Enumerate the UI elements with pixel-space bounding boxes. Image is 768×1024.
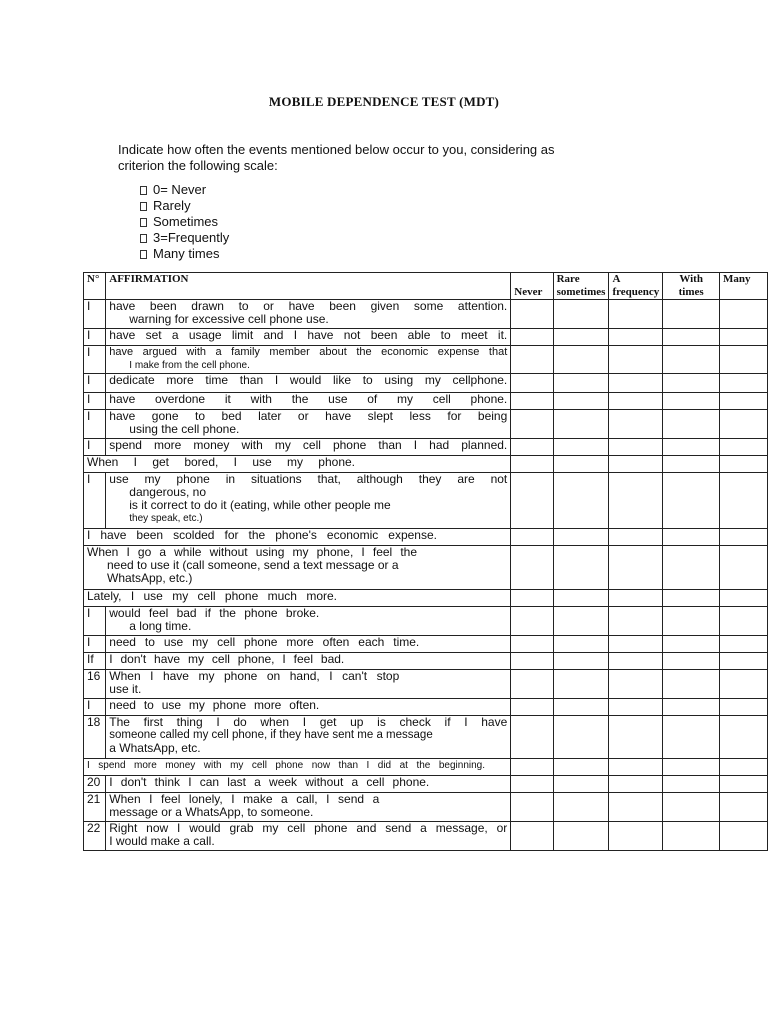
row-number: I	[84, 699, 106, 716]
affirmation-text: I have been scolded for the phone's economic expense.	[87, 528, 437, 542]
answer-cell-with[interactable]	[663, 329, 720, 346]
answer-cell-many[interactable]	[720, 607, 768, 636]
affirmation-text: is it correct to do it (eating, while other people me	[129, 498, 391, 512]
answer-cell-a[interactable]	[609, 670, 663, 699]
row-number: 16	[84, 670, 106, 699]
answer-cell-rare[interactable]	[553, 473, 609, 529]
answer-cell-never[interactable]	[511, 300, 553, 329]
table-row	[84, 374, 768, 393]
table-row	[84, 607, 768, 636]
answer-cell-a[interactable]	[609, 300, 663, 329]
answer-cell-with[interactable]	[663, 793, 720, 822]
affirmation-text: When I get bored, I use my phone.	[87, 455, 355, 469]
answer-cell-many[interactable]	[720, 393, 768, 410]
answer-cell-never[interactable]	[511, 607, 553, 636]
table-row	[84, 529, 768, 546]
affirmation-text: When I go a while without using my phone, I feel the	[87, 545, 417, 559]
affirmation-cell	[106, 439, 511, 456]
answer-cell-rare[interactable]	[553, 636, 609, 653]
answer-cell-rare[interactable]	[553, 374, 609, 393]
answer-cell-never[interactable]	[511, 329, 553, 346]
column-header-rare-sometimes: Rare sometimes	[553, 273, 609, 300]
table-row	[84, 439, 768, 456]
answer-cell-many[interactable]	[720, 529, 768, 546]
row-number: I	[84, 346, 106, 374]
row-number: 18	[84, 716, 106, 759]
answer-cell-a[interactable]	[609, 590, 663, 607]
row-number: 20	[84, 776, 106, 793]
affirmation-cell	[106, 300, 511, 329]
answer-cell-many[interactable]	[720, 793, 768, 822]
affirmation-cell	[106, 393, 511, 410]
answer-cell-many[interactable]	[720, 776, 768, 793]
answer-cell-many[interactable]	[720, 822, 768, 851]
affirmation-text: spend more money with my cell phone than I had planned.	[109, 438, 508, 452]
affirmation-text: dangerous, no	[129, 485, 206, 499]
row-number: I	[84, 473, 106, 529]
answer-cell-many[interactable]	[720, 670, 768, 699]
answer-cell-never[interactable]	[511, 636, 553, 653]
scale-item: Sometimes	[140, 214, 229, 230]
affirmation-cell	[106, 346, 511, 374]
affirmation-text: message or a WhatsApp, to someone.	[109, 805, 314, 819]
affirmation-text: would feel bad if the phone broke.	[109, 606, 320, 620]
answer-cell-many[interactable]	[720, 716, 768, 759]
affirmation-cell	[84, 759, 511, 776]
row-number: I	[84, 393, 106, 410]
answer-cell-rare[interactable]	[553, 716, 609, 759]
answer-cell-many[interactable]	[720, 346, 768, 374]
table-row	[84, 346, 768, 374]
affirmation-text: Lately, I use my cell phone much more.	[87, 589, 337, 603]
answer-cell-with[interactable]	[663, 546, 720, 590]
answer-cell-a[interactable]	[609, 822, 663, 851]
affirmation-text: Right now I would grab my cell phone and send a message, or	[109, 821, 508, 835]
affirmation-text: When I have my phone on hand, I can't stop	[109, 669, 400, 683]
answer-cell-never[interactable]	[511, 776, 553, 793]
answer-cell-with[interactable]	[663, 456, 720, 473]
answer-cell-never[interactable]	[511, 346, 553, 374]
row-number: I	[84, 374, 106, 393]
answer-cell-a[interactable]	[609, 529, 663, 546]
answer-cell-never[interactable]	[511, 439, 553, 456]
scale-item: 0= Never	[140, 182, 229, 198]
table-row	[84, 716, 768, 759]
answer-cell-never[interactable]	[511, 759, 553, 776]
affirmation-text: use it.	[109, 682, 142, 696]
document-title: MOBILE DEPENDENCE TEST (MDT)	[268, 94, 500, 109]
answer-cell-rare[interactable]	[553, 607, 609, 636]
answer-cell-never[interactable]	[511, 374, 553, 393]
table-row	[84, 473, 768, 529]
answer-cell-a[interactable]	[609, 759, 663, 776]
table-row	[84, 410, 768, 439]
answer-cell-many[interactable]	[720, 300, 768, 329]
answer-cell-a[interactable]	[609, 410, 663, 439]
answer-cell-never[interactable]	[511, 529, 553, 546]
row-number: I	[84, 636, 106, 653]
row-number: I	[84, 439, 106, 456]
affirmation-cell	[106, 410, 511, 439]
answer-cell-many[interactable]	[720, 590, 768, 607]
questionnaire-table	[83, 272, 768, 851]
affirmation-cell	[106, 776, 511, 793]
answer-cell-a[interactable]	[609, 329, 663, 346]
affirmation-cell	[106, 374, 511, 393]
affirmation-text: need to use my phone more often.	[109, 698, 320, 712]
answer-cell-a[interactable]	[609, 776, 663, 793]
answer-cell-with[interactable]	[663, 473, 720, 529]
checkbox-icon	[140, 218, 147, 227]
answer-cell-rare[interactable]	[553, 329, 609, 346]
row-number: 21	[84, 793, 106, 822]
answer-cell-with[interactable]	[663, 822, 720, 851]
answer-cell-a[interactable]	[609, 607, 663, 636]
affirmation-cell	[106, 670, 511, 699]
table-row	[84, 590, 768, 607]
checkbox-icon	[140, 202, 147, 211]
answer-cell-rare[interactable]	[553, 456, 609, 473]
scale-item: Rarely	[140, 198, 229, 214]
table-row	[84, 456, 768, 473]
affirmation-cell	[106, 636, 511, 653]
answer-cell-a[interactable]	[609, 473, 663, 529]
answer-cell-with[interactable]	[663, 759, 720, 776]
answer-cell-rare[interactable]	[553, 776, 609, 793]
affirmation-text: I don't have my cell phone, I feel bad.	[109, 652, 345, 666]
column-header-a-frequency: A frequency	[609, 273, 663, 300]
table-row	[84, 393, 768, 410]
row-number: I	[84, 410, 106, 439]
affirmation-cell	[106, 607, 511, 636]
answer-cell-never[interactable]	[511, 793, 553, 822]
scale-item: Many times	[140, 246, 229, 262]
checkbox-icon	[140, 186, 147, 195]
affirmation-cell	[106, 473, 511, 529]
column-header-with-times: With times	[663, 273, 720, 300]
affirmation-text: warning for excessive cell phone use.	[129, 312, 329, 326]
column-header-many: Many	[720, 273, 768, 300]
instructions-text: Indicate how often the events mentioned below occur to you, considering as criterion the following scale:	[118, 142, 555, 173]
affirmation-text: I make from the cell phone.	[129, 360, 250, 371]
affirmation-text: have argued with a family member about the economic expense that	[109, 346, 508, 358]
affirmation-cell	[106, 329, 511, 346]
affirmation-cell	[84, 546, 511, 590]
affirmation-cell	[106, 699, 511, 716]
answer-cell-a[interactable]	[609, 636, 663, 653]
row-number: If	[84, 653, 106, 670]
answer-cell-with[interactable]	[663, 699, 720, 716]
table-row	[84, 759, 768, 776]
table-row	[84, 329, 768, 346]
answer-cell-many[interactable]	[720, 439, 768, 456]
answer-cell-a[interactable]	[609, 546, 663, 590]
answer-cell-with[interactable]	[663, 716, 720, 759]
answer-cell-a[interactable]	[609, 699, 663, 716]
answer-cell-never[interactable]	[511, 546, 553, 590]
answer-cell-rare[interactable]	[553, 699, 609, 716]
answer-cell-rare[interactable]	[553, 793, 609, 822]
answer-cell-with[interactable]	[663, 636, 720, 653]
answer-cell-rare[interactable]	[553, 822, 609, 851]
affirmation-text: they speak, etc.)	[129, 513, 203, 524]
affirmation-cell	[106, 716, 511, 759]
affirmation-cell	[84, 590, 511, 607]
answer-cell-many[interactable]	[720, 636, 768, 653]
answer-cell-with[interactable]	[663, 346, 720, 374]
answer-cell-with[interactable]	[663, 439, 720, 456]
answer-cell-rare[interactable]	[553, 546, 609, 590]
table-row	[84, 793, 768, 822]
table-row	[84, 670, 768, 699]
answer-cell-never[interactable]	[511, 590, 553, 607]
answer-cell-many[interactable]	[720, 759, 768, 776]
table-row	[84, 776, 768, 793]
answer-cell-never[interactable]	[511, 670, 553, 699]
answer-cell-a[interactable]	[609, 456, 663, 473]
table-header-row	[84, 273, 768, 300]
answer-cell-a[interactable]	[609, 346, 663, 374]
answer-cell-never[interactable]	[511, 393, 553, 410]
answer-cell-with[interactable]	[663, 670, 720, 699]
affirmation-text: have overdone it with the use of my cell phone.	[109, 392, 508, 406]
affirmation-cell	[106, 793, 511, 822]
table-row	[84, 300, 768, 329]
answer-cell-rare[interactable]	[553, 393, 609, 410]
column-header-never: Never	[511, 273, 553, 300]
answer-cell-never[interactable]	[511, 653, 553, 670]
answer-cell-rare[interactable]	[553, 653, 609, 670]
answer-cell-many[interactable]	[720, 473, 768, 529]
answer-cell-a[interactable]	[609, 793, 663, 822]
affirmation-text: using the cell phone.	[129, 422, 240, 436]
checkbox-icon	[140, 234, 147, 243]
table-row	[84, 546, 768, 590]
affirmation-text: I would make a call.	[109, 834, 215, 848]
table-row	[84, 699, 768, 716]
affirmation-text: need to use it (call someone, send a text message or a	[107, 558, 399, 572]
answer-cell-many[interactable]	[720, 410, 768, 439]
answer-cell-rare[interactable]	[553, 439, 609, 456]
affirmation-text: dedicate more time than I would like to using my cellphone.	[109, 373, 508, 387]
affirmation-text: I don't think I can last a week without a cell phone.	[109, 775, 430, 789]
answer-cell-never[interactable]	[511, 822, 553, 851]
affirmation-text: use my phone in situations that, although they are not	[109, 472, 508, 486]
column-header-affirmation: AFFIRMATION	[106, 273, 511, 300]
affirmation-text: I spend more money with my cell phone now than I did at the beginning.	[87, 760, 485, 771]
answer-cell-never[interactable]	[511, 410, 553, 439]
answer-cell-with[interactable]	[663, 653, 720, 670]
checkbox-icon	[140, 250, 147, 259]
answer-cell-rare[interactable]	[553, 300, 609, 329]
answer-cell-with[interactable]	[663, 590, 720, 607]
answer-cell-many[interactable]	[720, 374, 768, 393]
answer-cell-a[interactable]	[609, 393, 663, 410]
affirmation-text: WhatsApp, etc.)	[107, 571, 193, 585]
answer-cell-with[interactable]	[663, 410, 720, 439]
table-row	[84, 653, 768, 670]
row-number: I	[84, 300, 106, 329]
row-number: I	[84, 329, 106, 346]
affirmation-text: someone called my cell phone, if they have sent me a message	[109, 729, 433, 741]
affirmation-text: a long time.	[129, 619, 192, 633]
answer-cell-rare[interactable]	[553, 670, 609, 699]
answer-cell-with[interactable]	[663, 776, 720, 793]
answer-cell-with[interactable]	[663, 529, 720, 546]
answer-cell-many[interactable]	[720, 329, 768, 346]
answer-cell-many[interactable]	[720, 456, 768, 473]
answer-cell-never[interactable]	[511, 456, 553, 473]
answer-cell-rare[interactable]	[553, 410, 609, 439]
answer-cell-never[interactable]	[511, 716, 553, 759]
affirmation-cell	[106, 653, 511, 670]
answer-cell-a[interactable]	[609, 716, 663, 759]
affirmation-text: have set a usage limit and I have not been able to meet it.	[109, 328, 508, 342]
answer-cell-never[interactable]	[511, 473, 553, 529]
table-row	[84, 822, 768, 851]
answer-cell-many[interactable]	[720, 546, 768, 590]
affirmation-text: have been drawn to or have been given some attention.	[109, 299, 508, 313]
answer-cell-never[interactable]	[511, 699, 553, 716]
affirmation-text: need to use my cell phone more often each time.	[109, 635, 420, 649]
answer-cell-a[interactable]	[609, 374, 663, 393]
affirmation-text: a WhatsApp, etc.	[109, 741, 201, 755]
answer-cell-with[interactable]	[663, 300, 720, 329]
affirmation-cell	[84, 529, 511, 546]
rating-scale-list	[140, 182, 229, 262]
affirmation-text: have gone to bed later or have slept less for being	[109, 409, 508, 423]
answer-cell-with[interactable]	[663, 393, 720, 410]
answer-cell-many[interactable]	[720, 653, 768, 670]
affirmation-text: When I feel lonely, I make a call, I send a	[109, 792, 380, 806]
column-header-number: N°	[84, 273, 106, 300]
answer-cell-with[interactable]	[663, 607, 720, 636]
answer-cell-rare[interactable]	[553, 529, 609, 546]
row-number: I	[84, 607, 106, 636]
answer-cell-a[interactable]	[609, 439, 663, 456]
affirmation-text: The first thing I do when I get up is check if I have	[109, 715, 508, 729]
affirmation-cell	[106, 822, 511, 851]
scale-item: 3=Frequently	[140, 230, 229, 246]
answer-cell-rare[interactable]	[553, 759, 609, 776]
affirmation-cell	[84, 456, 511, 473]
answer-cell-a[interactable]	[609, 653, 663, 670]
answer-cell-rare[interactable]	[553, 590, 609, 607]
answer-cell-many[interactable]	[720, 699, 768, 716]
table-row	[84, 636, 768, 653]
row-number: 22	[84, 822, 106, 851]
answer-cell-with[interactable]	[663, 374, 720, 393]
answer-cell-rare[interactable]	[553, 346, 609, 374]
